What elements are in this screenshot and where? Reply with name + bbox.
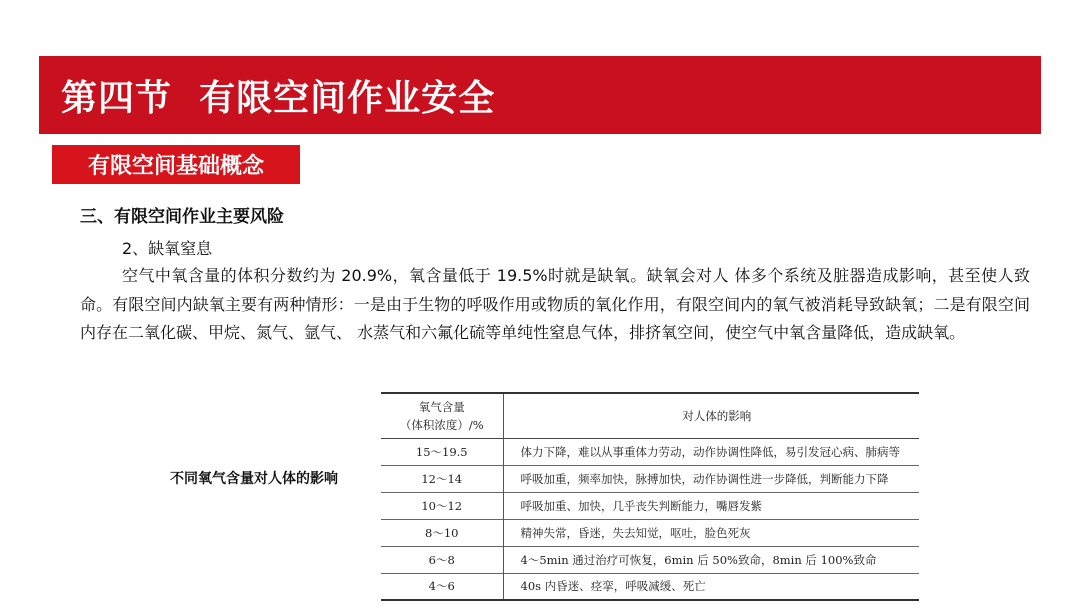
body-paragraph: 空气中氧含量的体积分数约为 20.9%，氧含量低于 19.5%时就是缺氧。缺氧会对人 体多个系统及脏器造成影响，甚至使人致命。有限空间内缺氧主要有两种情形：一是由于生物的呼吸作用或物质的氧化作用，有限空间内的氧气被消耗导致缺氧；二是有限空间内存在二氧化碳、甲烷、氮气、氩气、 水蒸气和六氟化硫等单纯性窒息气体，排挤氧空间，使空气中氧含量降低，造成缺氧。 bbox=[80, 266, 1030, 342]
table-row bbox=[381, 519, 919, 546]
subsection-heading: 2、缺氧窒息 bbox=[122, 239, 213, 258]
cell-effect: 体力下降，难以从事重体力劳动，动作协调性降低，易引发冠心病、肺病等 bbox=[520, 444, 900, 459]
title-bar bbox=[39, 56, 1041, 134]
header-oxygen-level bbox=[381, 393, 503, 438]
oxygen-effects-table bbox=[381, 392, 919, 601]
cell-effect: 呼吸加重、加快，几乎丧失判断能力，嘴唇发紫 bbox=[520, 498, 762, 513]
table-header-row bbox=[381, 393, 919, 438]
cell-oxygen-level: 10～12 bbox=[381, 492, 503, 519]
table-row bbox=[381, 573, 919, 600]
cell-effect: 40s 内昏迷、痉挛，呼吸减缓、死亡 bbox=[520, 579, 706, 594]
table-row bbox=[381, 438, 919, 465]
cell-oxygen-level: 8～10 bbox=[381, 519, 503, 546]
cell-effect: 精神失常，昏迷，失去知觉，呕吐，脸色死灰 bbox=[520, 525, 751, 540]
section-tag: 有限空间基础概念 bbox=[52, 145, 300, 184]
cell-effect: 呼吸加重，频率加快，脉搏加快，动作协调性进一步降低，判断能力下降 bbox=[520, 471, 889, 486]
table-row bbox=[381, 492, 919, 519]
header-oxygen-level-line1: 氧气含量 bbox=[418, 399, 465, 414]
cell-effect: 4～5min 通过治疗可恢复，6min 后 50%致命，8min 后 100%致命 bbox=[520, 552, 877, 567]
cell-oxygen-level: 12～14 bbox=[381, 465, 503, 492]
cell-oxygen-level: 15～19.5 bbox=[381, 438, 503, 465]
section-heading: 三、有限空间作业主要风险 bbox=[80, 207, 284, 227]
table-caption: 不同氧气含量对人体的影响 bbox=[170, 471, 338, 487]
table-row bbox=[381, 546, 919, 573]
header-effect: 对人体的影响 bbox=[682, 408, 752, 423]
table-row bbox=[381, 465, 919, 492]
cell-oxygen-level: 6～8 bbox=[381, 546, 503, 573]
header-oxygen-level-line2: （体积浓度）/% bbox=[399, 417, 484, 432]
page-title: 第四节 有限空间作业安全 bbox=[61, 77, 496, 119]
cell-oxygen-level: 4～6 bbox=[381, 573, 503, 600]
